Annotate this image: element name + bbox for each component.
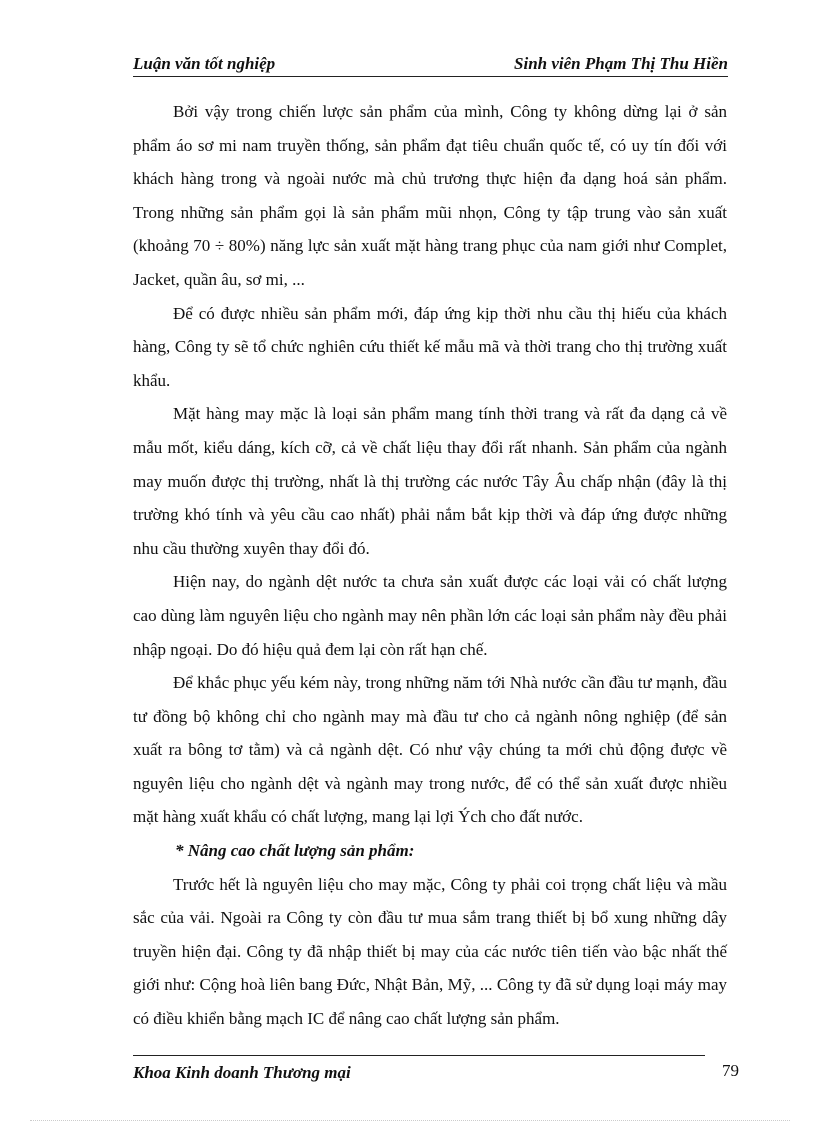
page-body	[133, 95, 727, 1036]
paragraph-materials-equipment: Trước hết là nguyên liệu cho may mặc, Công ty phải coi trọng chất liệu và mầu sắc của vải. Ngoài ra Công ty còn đầu tư mua sắm trang thiết bị bổ xung những dây truyền hiện đại. Công ty đã nhập thiết bị may của các nước tiên tiến vào bậc nhất thế giới như: Cộng hoà liên bang Đức, Nhật Bản, Mỹ, ... Công ty đã sử dụng loại máy may có điều khiển bằng mạch IC để nâng cao chất lượng sản phẩm.	[133, 874, 727, 1029]
section-heading-quality: * Nâng cao chất lượng sản phẩm:	[175, 841, 415, 861]
footer-divider	[133, 1055, 705, 1056]
page-header	[133, 54, 728, 77]
header-thesis-title: Luận văn tốt nghiệp	[133, 54, 276, 73]
paragraph-product-strategy: Bởi vậy trong chiến lược sản phẩm của mình, Công ty không dừng lại ở sản phẩm áo sơ mi nam truyền thống, sản phẩm đạt tiêu chuẩn quốc tế, có uy tín đối với khách hàng trong và ngoài nước mà chủ trương thực hiện đa dạng hoá sản phẩm. Trong những sản phẩm gọi là sản phẩm mũi nhọn, Công ty tập trung vào sản xuất (khoảng 70 ÷ 80%) năng lực sản xuất mặt hàng trang phục của nam giới như Complet, Jacket, quần âu, sơ mi, ...	[133, 102, 727, 289]
footer-faculty: Khoa Kinh doanh Thương mại	[133, 1063, 351, 1082]
page-bottom-border	[30, 1120, 790, 1121]
paragraph-new-products: Để có được nhiều sản phẩm mới, đáp ứng kịp thời nhu cầu thị hiếu của khách hàng, Công ty sẽ tổ chức nghiên cứu thiết kế mẫu mã và thời trang cho thị trường xuất khẩu.	[133, 303, 727, 390]
paragraph-textile-imports: Hiện nay, do ngành dệt nước ta chưa sản xuất được các loại vải có chất lượng cao dùng làm nguyên liệu cho ngành may nên phần lớn các loại sản phẩm này đều phải nhập ngoại. Do đó hiệu quả đem lại còn rất hạn chế.	[133, 572, 727, 659]
paragraph-investment: Để khắc phục yếu kém này, trong những năm tới Nhà nước cần đầu tư mạnh, đầu tư đồng bộ không chỉ cho ngành may mà đầu tư cho cả ngành nông nghiệp (để sản xuất ra bông tơ tằm) và cả ngành dệt. Có như vậy chúng ta mới chủ động được về nguyên liệu cho ngành dệt và ngành may trong nước, để có thể sản xuất được nhiều mặt hàng xuất khẩu có chất lượng, mang lại lợi Ých cho đất nước.	[133, 673, 727, 827]
page-number: 79	[722, 1061, 739, 1080]
paragraph-garment-fashion: Mặt hàng may mặc là loại sản phẩm mang tính thời trang và rất đa dạng cả về mẫu mốt, kiểu dáng, kích cỡ, cả về chất liệu thay đổi rất nhanh. Sản phẩm của ngành may muốn được thị trường, nhất là thị trường các nước Tây Âu chấp nhận (đây là thị trường khó tính và yêu cầu cao nhất) phải nắm bắt kịp thời và đáp ứng được những nhu cầu thường xuyên thay đổi đó.	[133, 404, 727, 558]
header-student-name: Sinh viên Phạm Thị Thu Hiền	[514, 54, 728, 73]
